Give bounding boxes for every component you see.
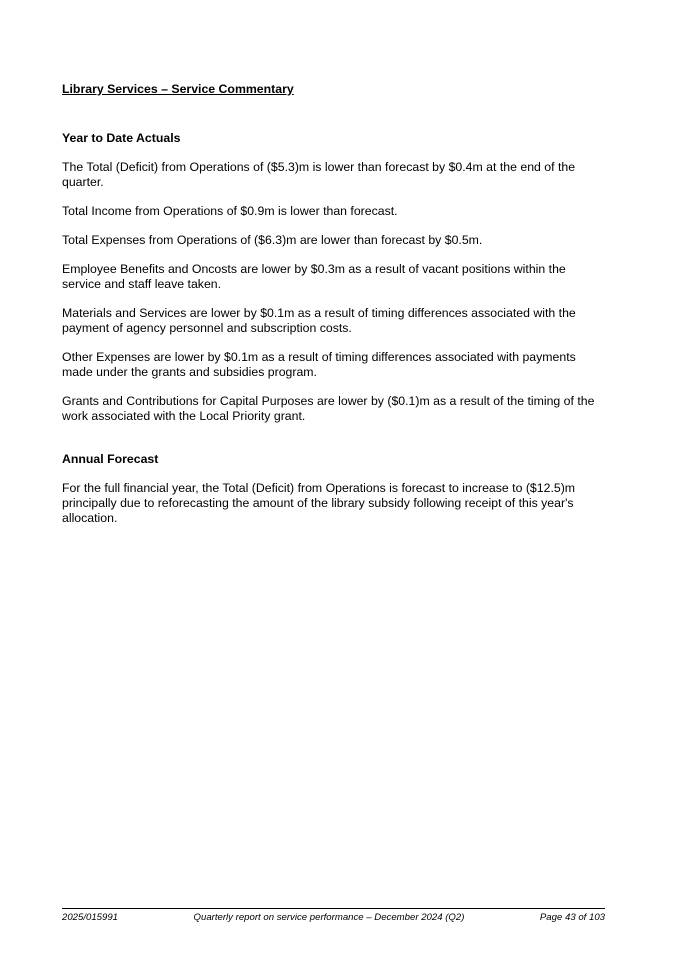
page-footer (62, 908, 605, 924)
section-heading-ytd: Year to Date Actuals (62, 131, 181, 145)
page-title: Library Services – Service Commentary (62, 82, 294, 96)
paragraph: Employee Benefits and Oncosts are lower by $0.3m as a result of vacant positions within the service and staff leave taken. (62, 262, 566, 291)
paragraph: Total Expenses from Operations of ($6.3)m are lower than forecast by $0.5m. (62, 233, 483, 247)
paragraph: Materials and Services are lower by $0.1m as a result of timing differences associated with the payment of agency personnel and subscription costs. (62, 306, 576, 335)
paragraph: The Total (Deficit) from Operations of ($5.3)m is lower than forecast by $0.4m at the end of the quarter. (62, 160, 576, 189)
document-body (62, 82, 607, 526)
footer-reference: 2025/015991 (62, 912, 119, 923)
paragraph: Other Expenses are lower by $0.1m as a result of timing differences associated with payments made under the grants and subsidies program. (62, 350, 576, 379)
paragraph: Total Income from Operations of $0.9m is lower than forecast. (62, 204, 398, 218)
paragraph: For the full financial year, the Total (Deficit) from Operations is forecast to increase to ($12.5)m principally due to reforecasting the amount of the library subsidy following receipt of this year's allocation. (62, 481, 576, 525)
footer-page-number: Page 43 of 103 (539, 912, 605, 923)
section-heading-annual-forecast: Annual Forecast (62, 452, 159, 466)
paragraph: Grants and Contributions for Capital Purposes are lower by ($0.1)m as a result of the timing of the work associated with the Local Priority grant. (62, 394, 595, 423)
footer-report-title: Quarterly report on service performance – December 2024 (Q2) (193, 912, 465, 923)
